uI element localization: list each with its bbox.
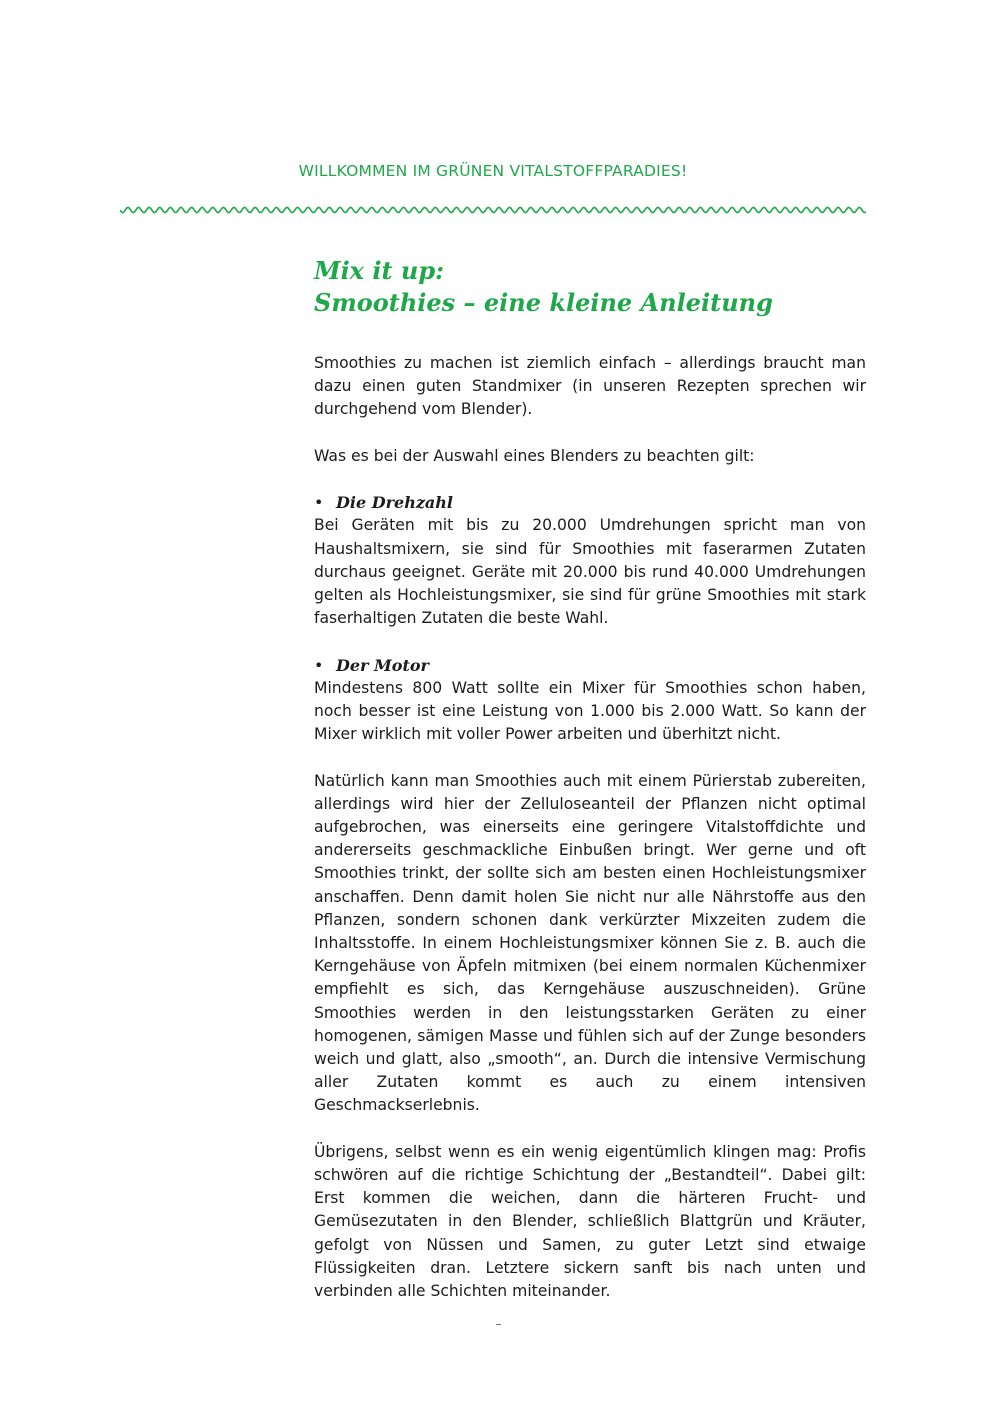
wave-divider — [120, 203, 866, 217]
article-title-line-2: Smoothies – eine kleine Anleitung — [314, 288, 773, 317]
layering-paragraph: Übrigens, selbst wenn es ein wenig eigentümlich klingen mag: Profis schwören auf die richtige Schichtung der „Bestandteil“. Dabei gilt: Erst kommen die weichen, dann die härteren Frucht- und Gemüsezutaten in den Blender, schließlich Blattgrün und Kräuter, gefolgt von Nüssen und Samen, zu guter Letzt sind etwaige Flüssigkeiten dran. Letztere sickern sanft bis nach unten und verbinden alle Schichten miteinander. — [314, 1142, 866, 1301]
article-title — [314, 255, 773, 319]
article-title-line-1: Mix it up: — [314, 256, 444, 285]
bullet-title — [314, 491, 866, 514]
bullet-heading: Der Motor — [336, 655, 429, 675]
bullet-marker: • — [314, 493, 324, 513]
bullet-item-drehzahl — [314, 491, 866, 630]
bullet-text: Bei Geräten mit bis zu 20.000 Umdrehungen spricht man von Haushaltsmixern, sie sind für Smoothies mit faserarmen Zutaten durchaus geeignet. Geräte mit 20.000 bis rund 40.000 Umdrehungen gelten als Hochleistungsmixer, sie sind für grüne Smoothies mit stark faserhaltigen Zutaten die beste Wahl. — [314, 516, 866, 628]
bullet-marker: • — [314, 655, 324, 675]
running-header: WILLKOMMEN IM GRÜNEN VITALSTOFFPARADIES! — [298, 162, 688, 180]
puree-paragraph: Natürlich kann man Smoothies auch mit einem Pürierstab zubereiten, allerdings wird hier der Zelluloseanteil der Pflanzen nicht optimal aufgebrochen, was einerseits eine geringere Vitalstoffdichte und andererseits geschmackliche Einbußen bringt. Wer gerne und oft Smoothies trinkt, der sollte sich am besten einen Hochleistungsmixer anschaffen. Denn damit holen Sie nicht nur alle Nährstoffe aus den Pflanzen, sondern schonen dank verkürzter Mixzeiten zudem die Inhaltsstoffe. In einem Hochleistungsmixer können Sie z. B. auch die Kerngehäuse von Äpfeln mitmixen (bei einem normalen Küchenmixer empfiehlt es sich, das Kerngehäuse auszuschneiden). Grüne Smoothies werden in den leistungsstarken Geräten zu einer homogenen, sämigen Masse und fühlen sich auf der Zunge besonders weich und glatt, also „smooth“, an. Durch die intensive Vermischung aller Zutaten kommt es auch zu einem intensiven Geschmackserlebnis. — [314, 771, 866, 1115]
bullet-text: Mindestens 800 Watt sollte ein Mixer für Smoothies schon haben, noch besser ist eine Leistung von 1.000 bis 2.000 Watt. So kann der Mixer wirklich mit voller Power arbeiten und überhitzt nicht. — [314, 678, 866, 744]
bullet-item-motor — [314, 654, 866, 747]
intro-paragraph: Smoothies zu machen ist ziemlich einfach – allerdings braucht man dazu einen guten Standmixer (in unseren Rezepten sprechen wir durchgehend vom Blender). — [314, 354, 866, 419]
bullet-title — [314, 654, 866, 677]
bullet-heading: Die Drehzahl — [336, 493, 453, 513]
page-mark — [496, 1324, 501, 1325]
article-body — [314, 352, 866, 1326]
criteria-lead: Was es bei der Auswahl eines Blenders zu beachten gilt: — [314, 446, 755, 465]
